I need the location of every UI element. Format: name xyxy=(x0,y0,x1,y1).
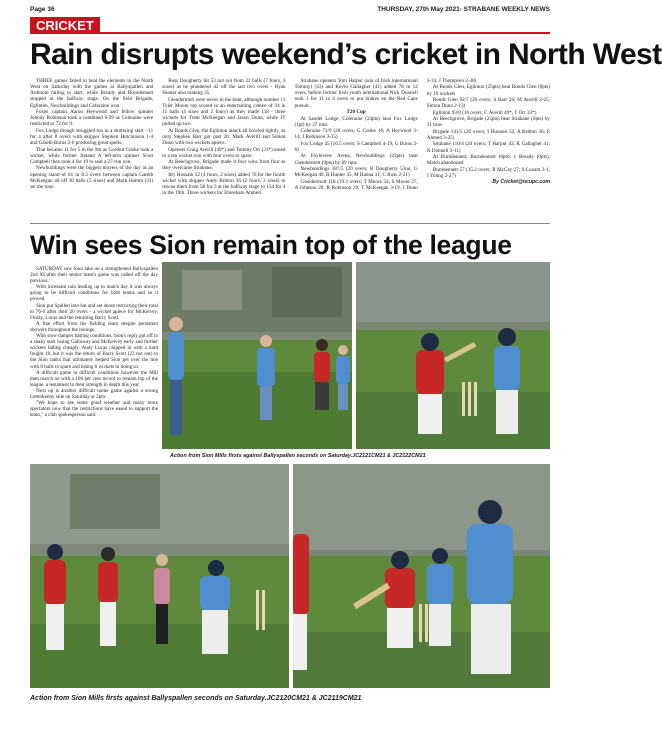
story1-paragraph: Strabane openers Tom Harpur (son of Irish international Tommy) (43) and Kevin Gallagher (41) added 78 in 12 overs, before former Irish youth international Nick Donnell took 3 for 11 in 4 overs to put brakes on the Red Caps pursuit. xyxy=(294,78,418,109)
story2-paragraph: With incessant rain leading up to match day it was always going to be difficult conditions for both teams and so it proved. xyxy=(30,284,158,303)
story2-body xyxy=(30,266,158,456)
story1-paragraph: Foxes captain Aaron Heywood and fellow spinner Johnny Robinson took a combined 6-29 as Coleraine were restricted to 72 for 9. xyxy=(30,109,154,128)
story2-headline: Win sees Sion remain top of the league xyxy=(30,230,512,260)
result-line: Bonds Glen 92/7 (20 overs; S Barr 26; M Averill 2-25, Simon Dunn 2-13) xyxy=(426,97,550,110)
section-label: CRICKET xyxy=(30,17,100,34)
result-line: Burndennett 57 (15.2 overs; R McCay 27; S Luxam 3-1, J Young 2-27) xyxy=(426,166,550,179)
photo-caption-top: Action from Sion Mills firsts against Ballyspallen seconds on Saturday.JC2121CM21 & JC2122CM21 xyxy=(170,453,426,459)
story1-paragraph: THREE games failed to beat the elements in the North West on Saturday with the games at Ballyspallen and Ardmore failing to start, while Bready and Burndennett stopped at the halfway stage. On the field Brigade, Eglinton, Newbuildings and Coleraine won. xyxy=(30,78,154,109)
story1-byline: By Cricket@ncupc.com xyxy=(492,179,550,186)
story1-paragraph: Openers Craig Averill (49*) and Tommy Orr (33*) eased to a ten wicket win with four overs to spare. xyxy=(162,146,286,159)
result-line: At Bonds Glen, Eglinton (25pts) beat Bonds Glen (0pts) by 10 wickets xyxy=(426,84,550,97)
cricket-photo-keeper xyxy=(293,464,550,688)
story1-paragraph: Ross Dougherty hit 53 not out from 22 balls (7 fours, 3 sixes) as he plundered 42 off the last two overs - Ryan Hunter also making 35. xyxy=(162,78,286,97)
story1-headline: Rain disrupts weekend’s cricket in North West xyxy=(30,38,662,71)
result-line: Fox Lodge 45 (16.5 overs; S Campbell 4-19, G Burns 2-6) xyxy=(294,140,418,153)
publication-date-line: THURSDAY, 27th May 2021- STRABANE WEEKLY NEWS xyxy=(377,6,550,13)
story1-paragraph: At Beechgrove, Brigade made it four wins from four as they overcame Strabane. xyxy=(162,159,286,172)
results-subhead: T20 Cup xyxy=(346,109,366,116)
result-line: Glendermott 118 (19.3 overs; T Moore 34, S Moore 27, A Johnson 20; R Robinson 29; T McKeegan 3-19, J Dunn 3-33, J Thompson 2-38) xyxy=(294,78,477,191)
result-line: At Sandel Lodge, Coleraine (24pts) beat Fox Lodge (1pt) by 27 runs xyxy=(294,115,418,128)
result-line: Brigade 141/5 (20 overs; I Hussain 52, A Britton 36; E Ahmed 3-25) xyxy=(426,128,550,141)
page-header xyxy=(30,4,550,16)
story1-paragraph: Itty Hussain 52 (4 fours, 2 sixes) added 76 for the fourth wicket with skipper Andy Britton 36 (2 fours, 2 sixes) to rescue them from 58 for 3 at the halfway stage to 134 for 4 in the 19th. Three wickets for Ehtesham Ahmed. xyxy=(162,171,286,197)
section-bar xyxy=(30,17,550,34)
cricket-photo-batsman xyxy=(356,262,550,449)
story2-paragraph: "We hope to see some good weather and many more spectators now that the restrictions have eased to support the team," a club spokesperson said. xyxy=(30,400,158,419)
story2-paragraph: Sion put Spallen into bat and set about restricting their total to 76-6 after their 20 overs - a wicket apiece for McKelvey, Finlay, Lucas and the returning Barry Scott. xyxy=(30,302,158,321)
photo-caption-bottom: Action from Sion Mills firsts against Ballyspallen seconds on Saturday.JC2120CM21 & JC2119CM21 xyxy=(30,695,362,702)
story2-paragraph: SATURDAY saw Sion take on a strengthened Ballyspallen 2nd XI after their senior team's game was called off the day previous. xyxy=(30,266,158,285)
story1-paragraph: Glendermott were never in the hunt, although number 11 Tyler Moore top scored in an entertaining cameo of 34 in 11 balls (4 sixes and 2 fours) as they made 118 - three wickets for Trent McKeegan and Jason Dunn, while JT pulled up two. xyxy=(162,96,286,128)
story1-paragraph: At Bonds Glen, the Eglinton attack all bowled tightly, as only Stephen Barr got past 20. Mark Averill and Simon Dunn with two wickets apiece. xyxy=(162,127,286,147)
result-line: Strabane 110/4 (20 overs; T Harpur 43, K Gallagher 41; N Donnell 3-11) xyxy=(426,141,550,154)
result-line: At Foyleview Arena, Newbuildings (25pts) beat Glendermott (0pts) by 69 runs xyxy=(294,153,418,166)
story2-paragraph: Next up is another difficult home game against a strong Letterkenny side on Saturday at 2pm. xyxy=(30,388,158,401)
result-line: Newbuildings 187/5 (20 overs; R Dougherty 53no, G McKeegan 40, R Hunter 35, M Hanna 31; C Ross 2-21) xyxy=(294,165,418,179)
cricket-photo-bowler xyxy=(30,464,289,688)
result-line: Coleraine 72/9 (20 overs; G Cooke 16; A Heywood 3-14, J Robinson 3-15) xyxy=(294,128,418,141)
section-divider xyxy=(30,223,550,224)
cricket-photo-fielders xyxy=(162,262,352,449)
story2-paragraph: A fine effort from the fielding team despite persistent showers throughout the innings. xyxy=(30,320,158,334)
result-line: Eglinton 93/0 (16 overs; C Averill 49*, T Orr 33*) xyxy=(432,109,537,116)
story1-paragraph: Newbuildings were the biggest movers of the day as an opening stand of 81 in 8.3 overs between captain Gareth McKeegan 40 off 30 balls (5 sixes) and Mark Hamm (31) set the tone. xyxy=(30,165,154,190)
story1-body xyxy=(30,78,550,220)
story2-paragraph: A difficult game in difficult conditions however the Mill men march on with a 100 per cent record to remain top of the league, a testament to their strength in depth this year. xyxy=(30,369,158,388)
result-line: At Burndennett, Burndennett (0pts) v Bready (0pts), Match abandoned xyxy=(426,153,550,167)
story2-paragraph: With slow damper batting conditions, Sion's reply got off to a shaky start losing Galloway and McKelvey early and further wickets falling cheaply. Andy Lucas chipped in with a hard fought 18, but it was the return of Barry Scott (23 not out) to the Sion ranks that ultimately helped Sion get over the line with 8 balls to spare and losing 6 wickets in doing so. xyxy=(30,333,159,370)
result-line: At Beechgrove, Brigade (25pts) beat Strabane (0pts) by 31 runs xyxy=(426,116,550,129)
story1-paragraph: That became 11 for 5 in the 9th as Gordon Cooke took a wicket, while former Ireland A left-arm spinner Scott Campbell then took 4 for 19 to seal a 27-run win. xyxy=(30,146,154,165)
page-number: Page 36 xyxy=(30,6,55,13)
story1-paragraph: Fox Lodge though struggled too in a stuttering start - 11 for 4 after 8 overs with skipper Stephen Hutchinson 1-4 and Gareth Burns 2-6 producing great spells. xyxy=(30,127,154,147)
